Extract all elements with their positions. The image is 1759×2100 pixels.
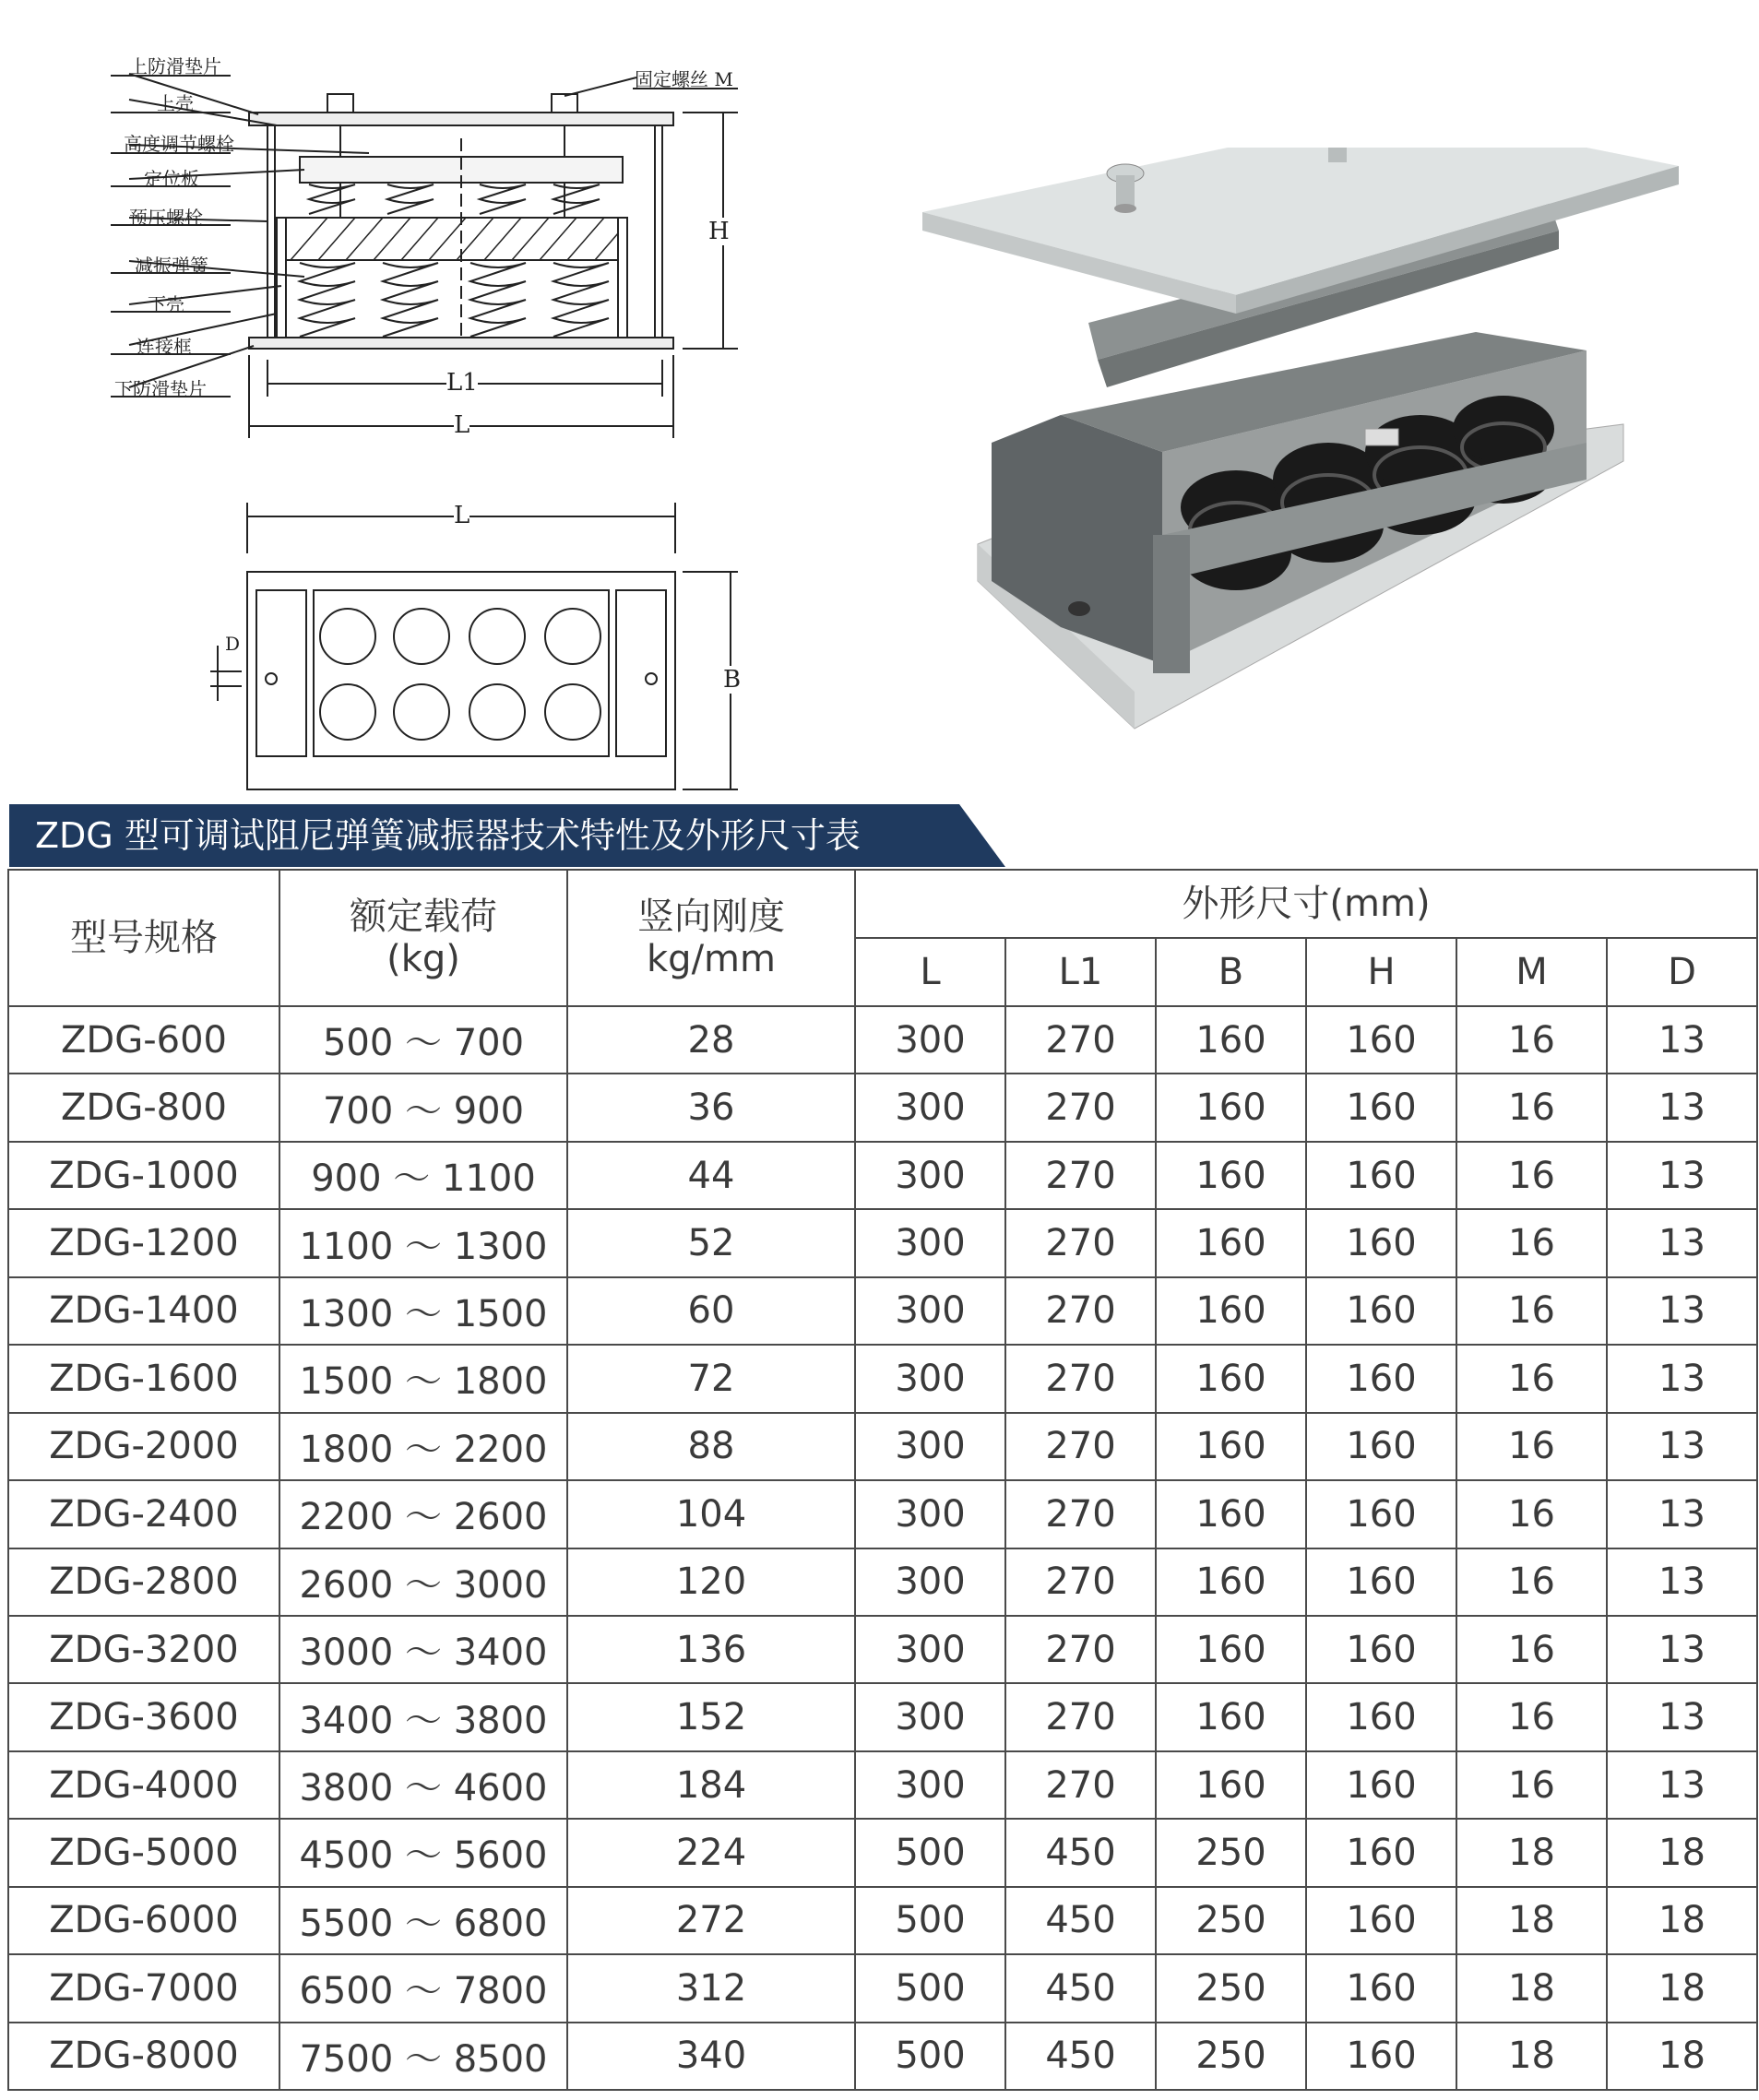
cell-l1: 450 [1005, 1887, 1156, 1954]
cell-l1: 270 [1005, 1345, 1156, 1412]
cell-model: ZDG-3600 [8, 1683, 279, 1750]
cell-load: 2600 ～ 3000 [279, 1548, 567, 1616]
dim-d-label: D [225, 633, 241, 655]
cell-l1: 270 [1005, 1142, 1156, 1209]
cell-stiffness: 28 [567, 1006, 855, 1074]
cell-m: 18 [1456, 1954, 1607, 2022]
cell-l: 300 [855, 1345, 1005, 1412]
table-row [8, 2023, 1757, 2090]
cell-stiffness: 312 [567, 1954, 855, 2022]
cell-stiffness: 72 [567, 1345, 855, 1412]
callout-anti-slip-top: 上防滑垫片 [129, 55, 221, 77]
cell-d: 13 [1607, 1277, 1757, 1345]
cell-l: 500 [855, 1887, 1005, 1954]
cell-model: ZDG-600 [8, 1006, 279, 1074]
table-row [8, 1277, 1757, 1345]
table-body [8, 1006, 1757, 2090]
cell-l: 300 [855, 1142, 1005, 1209]
cell-b: 160 [1156, 1413, 1306, 1480]
cell-h: 160 [1306, 1074, 1456, 1141]
cell-d: 18 [1607, 2023, 1757, 2090]
cell-stiffness: 120 [567, 1548, 855, 1616]
callout-anti-slip-bottom: 下防滑垫片 [114, 378, 207, 400]
cell-h: 160 [1306, 1683, 1456, 1750]
cell-l1: 270 [1005, 1006, 1156, 1074]
cell-l1: 270 [1005, 1548, 1156, 1616]
spec-table [7, 869, 1758, 2091]
table-row [8, 1887, 1757, 1954]
table-row [8, 1616, 1757, 1683]
table-row [8, 1142, 1757, 1209]
table-row [8, 1548, 1757, 1616]
callout-connect-frame: 连接框 [137, 336, 192, 358]
cell-load: 5500 ～ 6800 [279, 1887, 567, 1954]
cell-l1: 270 [1005, 1277, 1156, 1345]
cell-h: 160 [1306, 1751, 1456, 1819]
callout-fixing-screw: 固定螺丝 M [635, 68, 733, 90]
cell-model: ZDG-6000 [8, 1887, 279, 1954]
header-load [279, 870, 567, 1006]
cell-h: 160 [1306, 1345, 1456, 1412]
cell-model: ZDG-8000 [8, 2023, 279, 2090]
header-stiffness [567, 870, 855, 1006]
cell-stiffness: 152 [567, 1683, 855, 1750]
cell-m: 18 [1456, 1887, 1607, 1954]
drawing-area [0, 0, 1759, 802]
dim-b-label: B [723, 666, 742, 694]
dim-l-top-label: L [454, 502, 470, 529]
cell-b: 160 [1156, 1616, 1306, 1683]
cell-m: 18 [1456, 1819, 1607, 1886]
cell-stiffness: 104 [567, 1480, 855, 1548]
cell-m: 16 [1456, 1209, 1607, 1276]
cell-b: 160 [1156, 1345, 1306, 1412]
cell-stiffness: 272 [567, 1887, 855, 1954]
cell-model: ZDG-2000 [8, 1413, 279, 1480]
header-dim-h: H [1306, 938, 1456, 1006]
cell-model: ZDG-2800 [8, 1548, 279, 1616]
cell-b: 160 [1156, 1480, 1306, 1548]
cell-l: 500 [855, 1954, 1005, 2022]
cell-b: 160 [1156, 1074, 1306, 1141]
cell-m: 16 [1456, 1142, 1607, 1209]
cell-l: 300 [855, 1277, 1005, 1345]
header-model-text: 型号规格 [70, 917, 218, 959]
cell-load: 2200 ～ 2600 [279, 1480, 567, 1548]
cell-d: 13 [1607, 1345, 1757, 1412]
cell-h: 160 [1306, 1277, 1456, 1345]
dim-h-label: H [708, 218, 730, 245]
cell-model: ZDG-2400 [8, 1480, 279, 1548]
cell-load: 3800 ～ 4600 [279, 1751, 567, 1819]
cell-h: 160 [1306, 1887, 1456, 1954]
cell-stiffness: 136 [567, 1616, 855, 1683]
cell-d: 18 [1607, 1887, 1757, 1954]
cell-d: 18 [1607, 1954, 1757, 2022]
cell-l1: 270 [1005, 1209, 1156, 1276]
cell-model: ZDG-7000 [8, 1954, 279, 2022]
cell-b: 160 [1156, 1751, 1306, 1819]
cell-d: 13 [1607, 1683, 1757, 1750]
table-row [8, 1209, 1757, 1276]
callout-lower-shell: 下壳 [148, 293, 184, 315]
cell-h: 160 [1306, 1142, 1456, 1209]
table-header [8, 870, 1757, 1006]
cell-load: 700 ～ 900 [279, 1074, 567, 1141]
cell-model: ZDG-1000 [8, 1142, 279, 1209]
header-load-unit: (kg) [386, 938, 460, 980]
cell-m: 16 [1456, 1616, 1607, 1683]
cell-load: 900 ～ 1100 [279, 1142, 567, 1209]
cell-load: 1100 ～ 1300 [279, 1209, 567, 1276]
cell-load: 3000 ～ 3400 [279, 1616, 567, 1683]
cell-l1: 450 [1005, 2023, 1156, 2090]
cell-m: 16 [1456, 1751, 1607, 1819]
callout-upper-shell: 上壳 [157, 92, 194, 114]
cell-d: 13 [1607, 1413, 1757, 1480]
cell-load: 1800 ～ 2200 [279, 1413, 567, 1480]
cell-d: 13 [1607, 1480, 1757, 1548]
cell-d: 13 [1607, 1616, 1757, 1683]
table-row [8, 1751, 1757, 1819]
cell-model: ZDG-800 [8, 1074, 279, 1141]
cell-l: 300 [855, 1480, 1005, 1548]
cell-m: 16 [1456, 1548, 1607, 1616]
cell-l: 500 [855, 1819, 1005, 1886]
cell-stiffness: 184 [567, 1751, 855, 1819]
cell-model: ZDG-4000 [8, 1751, 279, 1819]
cell-l1: 270 [1005, 1751, 1156, 1819]
table-row [8, 1954, 1757, 2022]
cell-l1: 450 [1005, 1954, 1156, 2022]
table-title: ZDG 型可调试阻尼弹簧减振器技术特性及外形尺寸表 [35, 815, 861, 856]
header-dim-l1: L1 [1005, 938, 1156, 1006]
cell-l: 300 [855, 1616, 1005, 1683]
cell-m: 16 [1456, 1277, 1607, 1345]
cell-l1: 450 [1005, 1819, 1156, 1886]
cell-l: 300 [855, 1413, 1005, 1480]
cell-m: 16 [1456, 1345, 1607, 1412]
cell-l: 300 [855, 1548, 1005, 1616]
dim-l-label: L [454, 411, 470, 439]
cell-h: 160 [1306, 1480, 1456, 1548]
cell-stiffness: 52 [567, 1209, 855, 1276]
table-row [8, 1006, 1757, 1074]
header-stiffness-text: 竖向刚度 [637, 896, 785, 938]
cell-b: 160 [1156, 1142, 1306, 1209]
cell-d: 13 [1607, 1074, 1757, 1141]
header-dim-l: L [855, 938, 1005, 1006]
cell-b: 160 [1156, 1277, 1306, 1345]
cell-model: ZDG-3200 [8, 1616, 279, 1683]
header-stiffness-unit: kg/mm [647, 938, 776, 980]
cell-l: 300 [855, 1209, 1005, 1276]
cell-load: 4500 ～ 5600 [279, 1819, 567, 1886]
table-row [8, 1413, 1757, 1480]
cell-b: 160 [1156, 1209, 1306, 1276]
cell-h: 160 [1306, 1819, 1456, 1886]
cell-load: 7500 ～ 8500 [279, 2023, 567, 2090]
cell-l1: 270 [1005, 1616, 1156, 1683]
table-title-banner [9, 804, 1005, 867]
callout-preload-bolt: 预压螺栓 [129, 207, 203, 229]
cell-stiffness: 88 [567, 1413, 855, 1480]
table-row [8, 1683, 1757, 1750]
cell-load: 1300 ～ 1500 [279, 1277, 567, 1345]
cell-l1: 270 [1005, 1074, 1156, 1141]
cell-load: 3400 ～ 3800 [279, 1683, 567, 1750]
cell-l: 300 [855, 1751, 1005, 1819]
cell-load: 500 ～ 700 [279, 1006, 567, 1074]
cell-load: 1500 ～ 1800 [279, 1345, 567, 1412]
callout-height-bolt: 高度调节螺栓 [124, 133, 234, 155]
cell-d: 13 [1607, 1548, 1757, 1616]
product-photo [922, 148, 1679, 738]
cell-l: 300 [855, 1683, 1005, 1750]
cell-stiffness: 60 [567, 1277, 855, 1345]
cell-m: 18 [1456, 2023, 1607, 2090]
cell-h: 160 [1306, 1413, 1456, 1480]
cell-m: 16 [1456, 1480, 1607, 1548]
cell-m: 16 [1456, 1683, 1607, 1750]
cell-l1: 270 [1005, 1480, 1156, 1548]
table-row [8, 1345, 1757, 1412]
cell-d: 13 [1607, 1751, 1757, 1819]
cell-stiffness: 224 [567, 1819, 855, 1886]
cell-model: ZDG-1400 [8, 1277, 279, 1345]
table-row [8, 1480, 1757, 1548]
cell-h: 160 [1306, 1548, 1456, 1616]
header-model [8, 870, 279, 1006]
cell-m: 16 [1456, 1074, 1607, 1141]
cell-l: 300 [855, 1006, 1005, 1074]
cell-b: 250 [1156, 1887, 1306, 1954]
callout-positioning-plate: 定位板 [144, 168, 199, 190]
table-row [8, 1819, 1757, 1886]
cell-l: 500 [855, 2023, 1005, 2090]
cell-l1: 270 [1005, 1683, 1156, 1750]
cell-b: 160 [1156, 1683, 1306, 1750]
header-dim-b: B [1156, 938, 1306, 1006]
dim-l1-label: L1 [446, 369, 478, 397]
cell-stiffness: 36 [567, 1074, 855, 1141]
cell-d: 13 [1607, 1142, 1757, 1209]
cell-h: 160 [1306, 1209, 1456, 1276]
cell-b: 250 [1156, 2023, 1306, 2090]
header-dim-d: D [1607, 938, 1757, 1006]
cell-h: 160 [1306, 1006, 1456, 1074]
cell-h: 160 [1306, 2023, 1456, 2090]
table-row [8, 1074, 1757, 1141]
cell-b: 250 [1156, 1819, 1306, 1886]
cell-b: 160 [1156, 1006, 1306, 1074]
header-load-text: 额定载荷 [350, 896, 497, 938]
header-dim-m: M [1456, 938, 1607, 1006]
cell-d: 13 [1607, 1006, 1757, 1074]
cell-b: 160 [1156, 1548, 1306, 1616]
cell-h: 160 [1306, 1616, 1456, 1683]
cell-stiffness: 340 [567, 2023, 855, 2090]
cell-h: 160 [1306, 1954, 1456, 2022]
callout-spring: 减振弹簧 [135, 255, 208, 277]
cell-d: 18 [1607, 1819, 1757, 1886]
cell-b: 250 [1156, 1954, 1306, 2022]
cell-model: ZDG-1600 [8, 1345, 279, 1412]
cell-model: ZDG-5000 [8, 1819, 279, 1886]
cell-d: 13 [1607, 1209, 1757, 1276]
cell-l: 300 [855, 1074, 1005, 1141]
cell-stiffness: 44 [567, 1142, 855, 1209]
cell-load: 6500 ～ 7800 [279, 1954, 567, 2022]
cell-m: 16 [1456, 1413, 1607, 1480]
cell-l1: 270 [1005, 1413, 1156, 1480]
cell-model: ZDG-1200 [8, 1209, 279, 1276]
header-dims-group: 外形尺寸(mm) [855, 870, 1757, 938]
cell-m: 16 [1456, 1006, 1607, 1074]
